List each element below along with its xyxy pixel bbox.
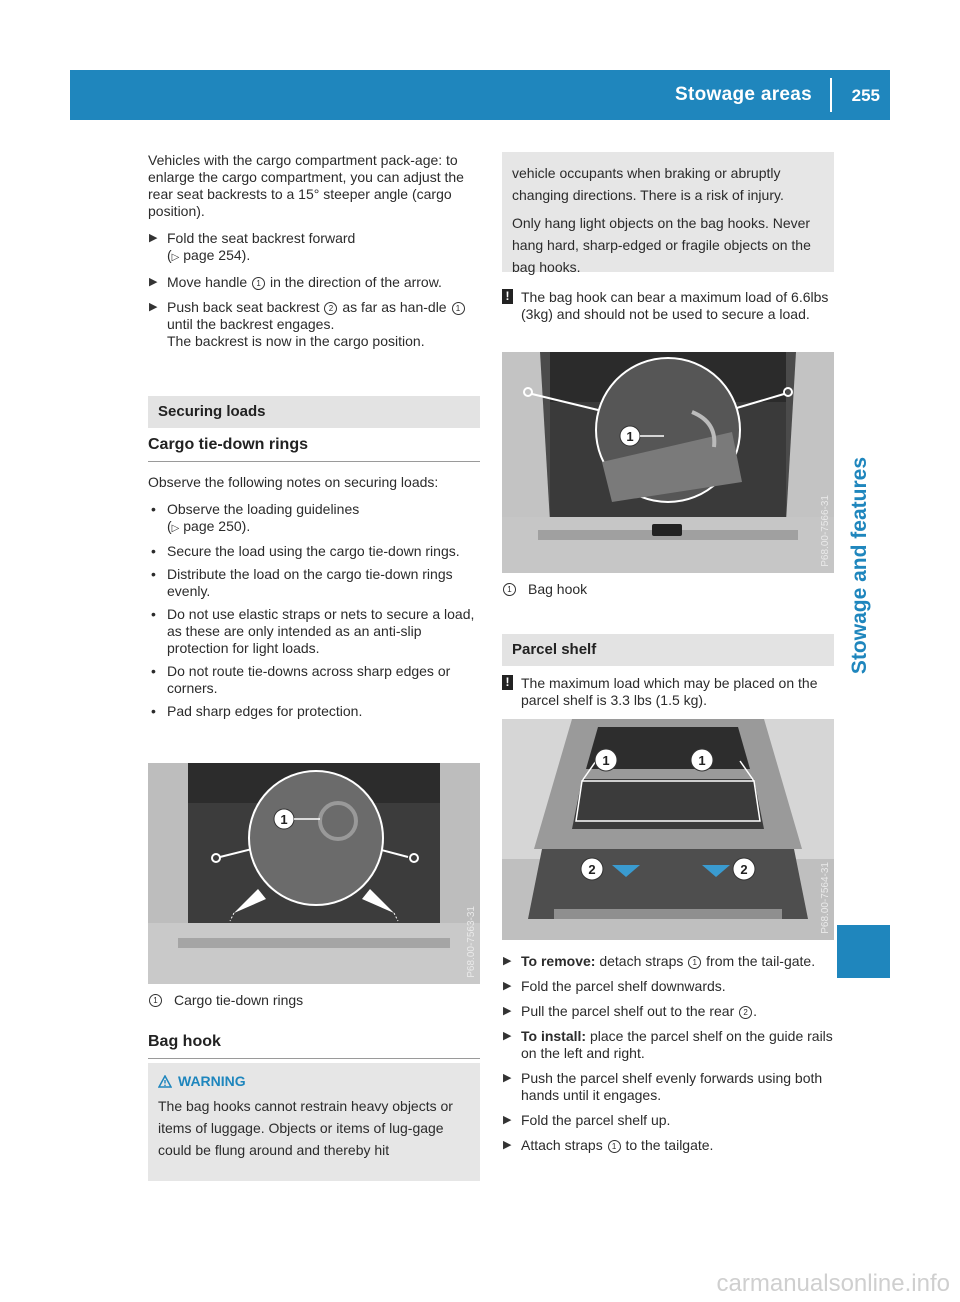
left-column: [148, 152, 480, 726]
figure-code: P68.00-7564-31: [820, 862, 831, 934]
page-link-254[interactable]: page 254).: [183, 247, 251, 263]
marker-1-icon: 1: [688, 956, 701, 969]
figure-cargo-tie-down-rings: [148, 763, 480, 984]
bullet-item: • Observe the loading guidelines (▷ page 250).: [151, 501, 360, 534]
figure-bag-hook: [502, 352, 834, 573]
figure-marker-1: 1: [280, 812, 288, 827]
bullet-item: • Secure the load using the cargo tie-down rings.: [151, 543, 460, 559]
marker-2-icon: 2: [324, 302, 337, 315]
intro-paragraph: Vehicles with the cargo compartment pack-age: to enlarge the cargo compartment, you can adjust the rear seat backrests to a 15° steeper angle (cargo position).: [148, 152, 464, 219]
exclamation-icon: !: [502, 289, 513, 304]
step-arrow-icon: ▶: [503, 980, 512, 992]
warning-triangle-icon: [158, 1075, 172, 1088]
marker-1-icon: 1: [608, 1140, 621, 1153]
figure-marker-1: 1: [626, 429, 634, 444]
section-title-parcel-shelf: Parcel shelf: [502, 634, 834, 666]
bullet-item: • Do not use elastic straps or nets to secure a load, as these are only intended as an anti-slip protection for light loads.: [151, 606, 475, 656]
step-install: ▶ To install: place the parcel shelf on the guide rails on the left and right.: [503, 1028, 833, 1061]
figure-marker-2b: 2: [740, 862, 748, 877]
bullet-item: • Do not route tie-downs across sharp edges or corners.: [151, 663, 451, 696]
cargo-compartment-illustration: [148, 763, 480, 984]
step-attach-straps: ▶ Attach straps 1 to the tailgate.: [503, 1137, 714, 1153]
figure-caption: 1 Cargo tie-down rings: [148, 992, 506, 1009]
warning-header: WARNING: [158, 1073, 470, 1089]
step-arrow-icon: ▶: [149, 301, 158, 313]
note-bag-hook-load: ! The bag hook can bear a maximum load of 6.6lbs (3kg) and should not be used to secure a load.: [502, 289, 833, 323]
subheading-bag-hook: Bag hook: [148, 1033, 480, 1059]
section-title-securing-loads: Securing loads: [148, 396, 480, 428]
step-arrow-icon: ▶: [149, 276, 158, 288]
warning-text-cont2: Only hang light objects on the bag hooks. Never hang hard, sharp-edged or fragile objects on the bag hooks.: [512, 215, 811, 275]
marker-1-icon: 1: [149, 994, 162, 1007]
page-number: 255: [851, 86, 880, 105]
step-arrow-icon: ▶: [503, 1139, 512, 1151]
note-parcel-shelf-load: ! The maximum load which may be placed on the parcel shelf is 3.3 lbs (1.5 kg).: [502, 675, 833, 709]
step-fold-up: ▶ Fold the parcel shelf up.: [503, 1112, 671, 1128]
bag-hook-illustration: [502, 352, 834, 573]
step-move-handle: ▶ Move handle 1 in the direction of the arrow.: [149, 274, 442, 290]
step-arrow-icon: ▶: [503, 1030, 512, 1042]
marker-1-icon: 1: [452, 302, 465, 315]
step-pull-out: ▶ Pull the parcel shelf out to the rear 2 .: [503, 1003, 758, 1019]
step-remove: ▶ To remove: detach straps 1 from the tail-gate.: [503, 953, 816, 969]
step-push-forward: ▶ Push the parcel shelf evenly forwards using both hands until it engages.: [503, 1070, 823, 1103]
step-fold-backrest: ▶ Fold the seat backrest forward (▷ page 254).: [149, 230, 356, 263]
bullet-item: • Pad sharp edges for protection.: [151, 703, 363, 719]
step-arrow-icon: ▶: [503, 955, 512, 967]
parcel-shelf-steps: [502, 953, 834, 1162]
marker-1-icon: 1: [252, 277, 265, 290]
side-tab-block: [837, 925, 890, 978]
warning-box: [148, 1063, 480, 1181]
figure-code: P68.00-7566-31: [820, 495, 831, 567]
figure-marker-1b: 1: [698, 753, 706, 768]
page-pointer-icon: ▷: [171, 252, 180, 263]
figure-marker-1: 1: [602, 753, 610, 768]
page-pointer-icon: ▷: [171, 523, 180, 534]
exclamation-icon: !: [502, 675, 513, 690]
warning-text: The bag hooks cannot restrain heavy objects or items of luggage. Objects or items of lug-gage could be flung around and thereby hit: [158, 1098, 453, 1158]
figure-parcel-shelf: [502, 719, 834, 940]
figure-marker-2: 2: [588, 862, 596, 877]
header-title: Stowage areas: [675, 84, 812, 105]
subheading-tie-down-rings: Cargo tie-down rings: [148, 436, 480, 462]
marker-2-icon: 2: [739, 1006, 752, 1019]
marker-1-icon: 1: [503, 583, 516, 596]
observe-paragraph: Observe the following notes on securing loads:: [148, 474, 439, 490]
watermark: carmanualsonline.info: [716, 1270, 950, 1297]
step-fold-down: ▶ Fold the parcel shelf downwards.: [503, 978, 726, 994]
warning-text-cont1: vehicle occupants when braking or abruptly changing directions. There is a risk of injury.: [512, 165, 784, 203]
side-tab-label: Stowage and features: [848, 457, 871, 675]
step-arrow-icon: ▶: [503, 1114, 512, 1126]
warning-box-continued: [502, 152, 834, 275]
figure-caption: 1 Bag hook: [502, 581, 860, 598]
parcel-shelf-illustration: [502, 719, 834, 940]
page-header: [70, 70, 890, 120]
step-arrow-icon: ▶: [503, 1005, 512, 1017]
bullet-item: • Distribute the load on the cargo tie-down rings evenly.: [151, 566, 453, 599]
step-arrow-icon: ▶: [149, 232, 158, 244]
page-link-250[interactable]: page 250).: [183, 518, 251, 534]
step-arrow-icon: ▶: [503, 1072, 512, 1084]
figure-code: P68.00-7563-31: [466, 906, 477, 978]
step-push-backrest: ▶ Push back seat backrest 2 as far as han-dle 1 until the backrest engages. The backrest is now in the cargo position.: [148, 299, 480, 350]
header-divider: [830, 78, 832, 112]
